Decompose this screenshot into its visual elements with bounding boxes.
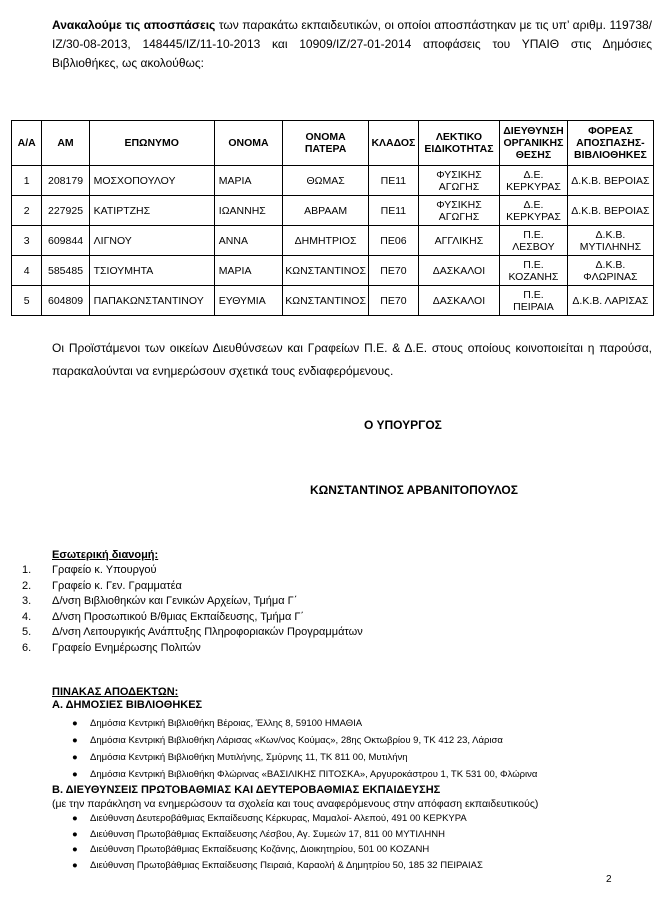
cell-library: Δ.Κ.Β. ΜΥΤΙΛΗΝΗΣ	[567, 226, 653, 256]
bullet-icon: ●	[72, 844, 78, 855]
header-branch: ΚΛΑΔΟΣ	[368, 121, 418, 166]
bullet-icon: ●	[72, 828, 78, 840]
header-surname: ΕΠΩΝΥΜΟ	[89, 121, 214, 166]
signer-name: ΚΩΝΣΤΑΝΤΙΝΟΣ ΑΡΒΑΝΙΤΟΠΟΥΛΟΣ	[310, 483, 518, 497]
cell-specialty: ΦΥΣΙΚΗΣ ΑΓΩΓΗΣ	[418, 196, 499, 226]
list-item	[22, 641, 363, 657]
cell-surname: ΠΑΠΑΚΩΝΣΤΑΝΤΙΝΟΥ	[89, 286, 214, 316]
cell-surname: ΚΑΤΙΡΤΖΗΣ	[89, 196, 214, 226]
list-item	[72, 732, 537, 749]
cell-aa: 2	[12, 196, 42, 226]
cell-name: ΑΝΝΑ	[214, 226, 282, 256]
cell-specialty: ΔΑΣΚΑΛΟΙ	[418, 286, 499, 316]
bullet-icon: ●	[72, 859, 78, 871]
table-header-row	[12, 121, 654, 166]
list-item	[72, 766, 537, 783]
table-row	[12, 226, 654, 256]
cell-father-name: ΘΩΜΑΣ	[283, 166, 369, 196]
list-item-text: Γραφείο Ενημέρωσης Πολιτών	[52, 641, 201, 654]
list-item	[72, 715, 537, 732]
cell-directorate: Π.Ε. ΛΕΣΒΟΥ	[500, 226, 568, 256]
header-name: ΟΝΟΜΑ	[214, 121, 282, 166]
table-row	[12, 196, 654, 226]
list-item	[22, 579, 363, 595]
cell-father-name: ΑΒΡΑΑΜ	[283, 196, 369, 226]
list-item-text: Δημόσια Κεντρική Βιβλιοθήκη Μυτιλήνης, Σμύρνης 11, ΤΚ 811 00, Μυτιλήνη	[90, 752, 408, 763]
header-specialty: ΛΕΚΤΙΚΟ ΕΙΔΙΚΟΤΗΤΑΣ	[418, 121, 499, 166]
list-item	[72, 749, 537, 766]
list-item	[22, 610, 363, 626]
teachers-table	[11, 120, 654, 316]
section-b-note: (με την παράκληση να ενημερώσουν τα σχολεία και τους αναφερόμενους στην απόφαση εκπαιδευτικούς)	[52, 798, 539, 810]
list-item	[22, 594, 363, 610]
cell-directorate: Δ.Ε. ΚΕΡΚΥΡΑΣ	[500, 166, 568, 196]
list-item-text: Δ/νση Λειτουργικής Ανάπτυξης Πληροφοριακών Προγραμμάτων	[52, 626, 363, 638]
cell-name: ΕΥΘΥΜΙΑ	[214, 286, 282, 316]
list-item	[72, 842, 483, 858]
cell-directorate: Δ.Ε. ΚΕΡΚΥΡΑΣ	[500, 196, 568, 226]
section-a-list	[72, 715, 537, 783]
cell-directorate: Π.Ε. ΚΟΖΑΝΗΣ	[500, 256, 568, 286]
page-number: 2	[606, 874, 612, 885]
cell-am: 585485	[42, 256, 89, 286]
list-item-number: 5.	[22, 626, 32, 638]
list-item-number: 4.	[22, 610, 32, 623]
list-item-text: Γραφείο κ. Υπουργού	[52, 564, 157, 576]
list-item-number: 3.	[22, 595, 32, 607]
cell-branch: ΠΕ11	[368, 166, 418, 196]
cell-am: 208179	[42, 166, 89, 196]
list-item-text: Δ/νση Προσωπικού Β/θμιας Εκπαίδευσης, Τμήμα Γ΄	[52, 610, 305, 623]
bullet-icon: ●	[72, 752, 78, 763]
header-aa: Α/Α	[12, 121, 42, 166]
cell-name: ΜΑΡΙΑ	[214, 166, 282, 196]
header-father-name: ΟΝΟΜΑ ΠΑΤΕΡΑ	[283, 121, 369, 166]
cell-library: Δ.Κ.Β. ΒΕΡΟΙΑΣ	[567, 196, 653, 226]
cell-aa: 5	[12, 286, 42, 316]
intro-bold-lead: Ανακαλούμε τις αποσπάσεις	[52, 18, 216, 32]
cell-library: Δ.Κ.Β. ΒΕΡΟΙΑΣ	[567, 166, 653, 196]
cell-branch: ΠΕ06	[368, 226, 418, 256]
cell-branch: ΠΕ70	[368, 286, 418, 316]
section-b-list	[72, 811, 483, 873]
cell-branch: ΠΕ70	[368, 256, 418, 286]
list-item	[22, 625, 363, 641]
cell-specialty: ΑΓΓΛΙΚΗΣ	[418, 226, 499, 256]
list-item-text: Διεύθυνση Δευτεροβάθμιας Εκπαίδευσης Κέρκυρας, Μαμαλοί- Αλεπού, 491 00 ΚΕΡΚΥΡΑ	[90, 813, 467, 824]
cell-library: Δ.Κ.Β. ΦΛΩΡΙΝΑΣ	[567, 256, 653, 286]
cell-father-name: ΚΩΝΣΤΑΝΤΙΝΟΣ	[283, 256, 369, 286]
table-row	[12, 286, 654, 316]
section-a-title: Α. ΔΗΜΟΣΙΕΣ ΒΙΒΛΙΟΘΗΚΕΣ	[52, 699, 203, 711]
section-b-title: Β. ΔΙΕΥΘΥΝΣΕΙΣ ΠΡΩΤΟΒΑΘΜΙΑΣ ΚΑΙ ΔΕΥΤΕΡΟΒΑΘΜΙΑΣ ΕΚΠΑΙΔΕΥΣΗΣ	[52, 784, 441, 796]
cell-aa: 3	[12, 226, 42, 256]
intro-paragraph	[52, 16, 652, 73]
list-item	[22, 563, 363, 579]
bullet-icon: ●	[72, 718, 78, 729]
table-row	[12, 166, 654, 196]
minister-title: Ο ΥΠΟΥΡΓΟΣ	[364, 418, 442, 432]
recipients-title: ΠΙΝΑΚΑΣ ΑΠΟΔΕΚΤΩΝ:	[52, 686, 179, 698]
list-item-text: Διεύθυνση Πρωτοβάθμιας Εκπαίδευσης Λέσβου, Αγ. Συμεών 17, 811 00 ΜΥΤΙΛΗΝΗ	[90, 828, 445, 840]
cell-father-name: ΚΩΝΣΤΑΝΤΙΝΟΣ	[283, 286, 369, 316]
list-item-text: Δημόσια Κεντρική Βιβλιοθήκη Βέροιας, Έλλης 8, 59100 ΗΜΑΘΙΑ	[90, 718, 363, 729]
list-item-text: Δημόσια Κεντρική Βιβλιοθήκη Λάρισας «Κων/νος Κούμας», 28ης Οκτωβρίου 9, ΤΚ 412 23, Λάρισα	[90, 735, 503, 746]
list-item-text: Διεύθυνση Πρωτοβάθμιας Εκπαίδευσης Πειραιά, Καραολή & Δημητρίου 50, 185 32 ΠΕΙΡΑΙΑΣ	[90, 859, 483, 871]
list-item-text: Δημόσια Κεντρική Βιβλιοθήκη Φλώρινας «ΒΑΣΙΛΙΚΗΣ ΠΙΤΟΣΚΑ», Αργυροκάστρου 1, ΤΚ 531 00, Φλώρινα	[90, 769, 538, 780]
cell-am: 604809	[42, 286, 89, 316]
cell-name: ΙΩΑΝΝΗΣ	[214, 196, 282, 226]
cell-library: Δ.Κ.Β. ΛΑΡΙΣΑΣ	[567, 286, 653, 316]
cell-branch: ΠΕ11	[368, 196, 418, 226]
cell-specialty: ΔΑΣΚΑΛΟΙ	[418, 256, 499, 286]
list-item	[72, 827, 483, 843]
header-library: ΦΟΡΕΑΣ ΑΠΟΣΠΑΣΗΣ-ΒΙΒΛΙΟΘΗΚΕΣ	[567, 121, 653, 166]
list-item-number: 6.	[22, 641, 32, 654]
list-item	[72, 858, 483, 874]
table-row	[12, 256, 654, 286]
cell-directorate: Π.Ε. ΠΕΙΡΑΙΑ	[500, 286, 568, 316]
list-item-text: Γραφείο κ. Γεν. Γραμματέα	[52, 579, 182, 592]
bullet-icon: ●	[72, 813, 78, 824]
list-item-text: Διεύθυνση Πρωτοβάθμιας Εκπαίδευσης Κοζάνης, Διοικητηρίου, 501 00 ΚΟΖΑΝΗ	[90, 844, 430, 855]
intro-text: των παρακάτω εκπαιδευτικών, οι οποίοι αποσπάστηκαν με τις υπ’ αριθμ. 119738/ΙΖ/30-08-2013, 148445/ΙΖ/11-10-2013 και 10909/ΙΖ/27-01-2014 αποφάσεις του ΥΠΑΙΘ στις Δημόσιες Βιβλιοθήκες, ως ακολούθως:	[52, 18, 652, 70]
cell-surname: ΛΙΓΝΟΥ	[89, 226, 214, 256]
notice-paragraph: Οι Προϊστάμενοι των οικείων Διευθύνσεων και Γραφείων Π.Ε. & Δ.Ε. στους οποίους κοινοποιείται η παρούσα, παρακαλούνται να ενημερώσουν σχετικά τους ενδιαφερόμενους.	[52, 341, 652, 378]
list-item-number: 2.	[22, 579, 32, 592]
list-item-text: Δ/νση Βιβλιοθηκών και Γενικών Αρχείων, Τμήμα Γ΄	[52, 595, 298, 607]
cell-am: 609844	[42, 226, 89, 256]
cell-surname: ΤΣΙΟΥΜΗΤΑ	[89, 256, 214, 286]
cell-father-name: ΔΗΜΗΤΡΙΟΣ	[283, 226, 369, 256]
header-am: ΑΜ	[42, 121, 89, 166]
cell-surname: ΜΟΣΧΟΠΟΥΛΟΥ	[89, 166, 214, 196]
cell-aa: 4	[12, 256, 42, 286]
bullet-icon: ●	[72, 769, 78, 780]
cell-name: ΜΑΡΙΑ	[214, 256, 282, 286]
header-directorate: ΔΙΕΥΘΥΝΣΗ ΟΡΓΑΝΙΚΗΣ ΘΕΣΗΣ	[500, 121, 568, 166]
internal-distribution-list	[22, 563, 363, 656]
cell-am: 227925	[42, 196, 89, 226]
list-item	[72, 811, 483, 827]
bullet-icon: ●	[72, 735, 78, 746]
list-item-number: 1.	[22, 564, 32, 576]
cell-specialty: ΦΥΣΙΚΗΣ ΑΓΩΓΗΣ	[418, 166, 499, 196]
internal-distribution-title: Εσωτερική διανομή:	[52, 549, 159, 561]
cell-aa: 1	[12, 166, 42, 196]
